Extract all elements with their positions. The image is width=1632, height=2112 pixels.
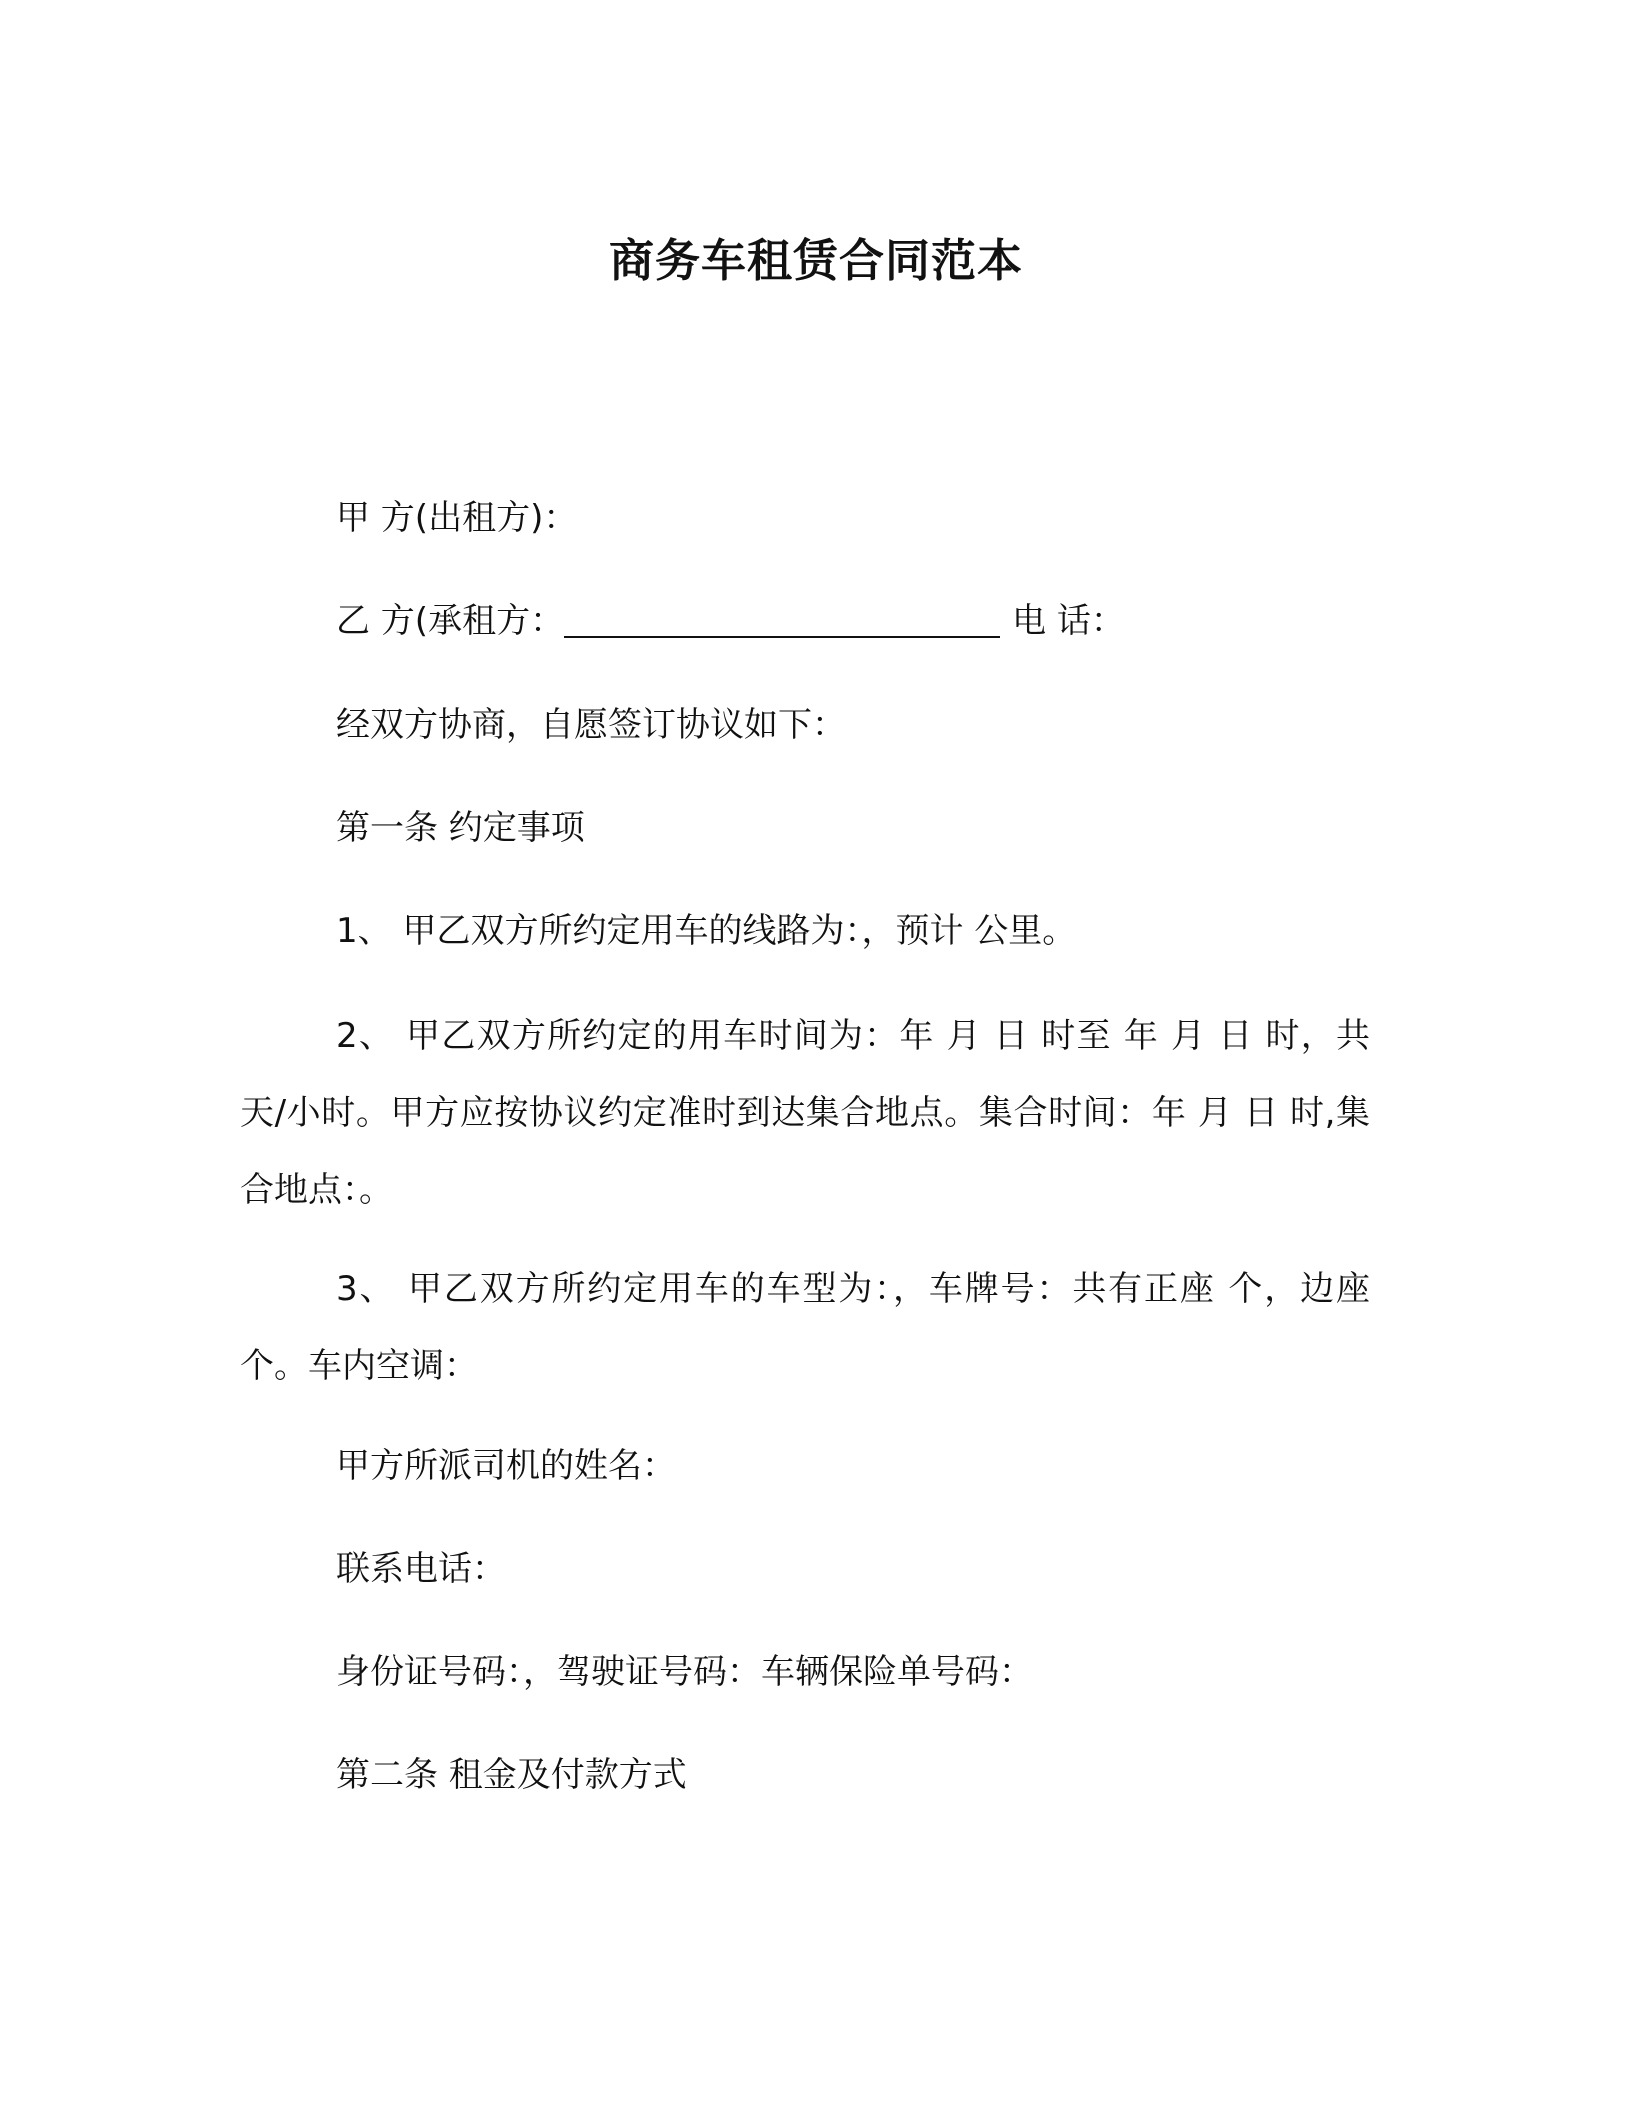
intro-line: 经双方协商，自愿签订协议如下： xyxy=(336,705,846,745)
party-b-phone-label: 电 话： xyxy=(1012,601,1125,641)
article1-heading: 第一条 约定事项 xyxy=(336,808,585,848)
document-title: 商务车租赁合同范本 xyxy=(608,234,1023,287)
party-b-label: 乙 方(承租方： xyxy=(336,601,565,641)
driver-name-line: 甲方所派司机的姓名： xyxy=(336,1446,676,1486)
id-numbers-line: 身份证号码：，驾驶证号码：车辆保险单号码： xyxy=(336,1652,1033,1692)
party-b-line xyxy=(336,601,1125,641)
contact-phone-line: 联系电话： xyxy=(336,1549,506,1589)
article2-heading: 第二条 租金及付款方式 xyxy=(336,1755,687,1795)
item3-paragraph: 3、 甲乙双方所约定用车的车型为：，车牌号：共有正座 个，边座 个。车内空调： xyxy=(240,1269,1370,1386)
item2-paragraph: 2、 甲乙双方所约定的用车时间为：年 月 日 时至 年 月 日 时，共 天/小时。甲方应按协议约定准时到达集合地点。集合时间：年 月 日 时,集合地点：。 xyxy=(240,1016,1370,1210)
item1-line: 1、 甲乙双方所约定用车的线路为：，预计 公里。 xyxy=(336,911,1077,951)
party-b-blank xyxy=(564,602,1000,638)
party-a-line: 甲 方(出租方)： xyxy=(336,498,578,538)
